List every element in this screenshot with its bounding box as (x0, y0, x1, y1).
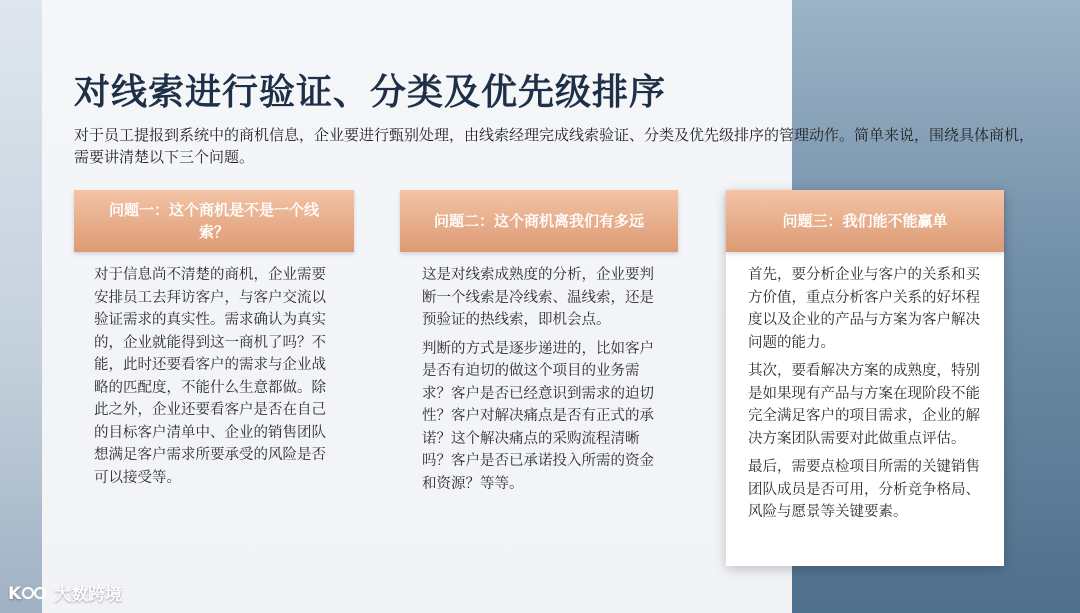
slide-title: 对线索进行验证、分类及优先级排序 (74, 72, 667, 113)
question-one-column (74, 190, 354, 495)
question-three-paragraph-2: 其次，要看解决方案的成熟度，特别是如果现有产品与方案在现阶段不能完全满足客户的项目需求，企业的解决方案团队需要对此做重点评估。 (748, 363, 980, 447)
question-three-column (726, 190, 1004, 530)
question-two-column (400, 190, 678, 501)
svg-text:K: K (8, 583, 22, 604)
question-two-paragraph-1: 这是对线索成熟度的分析，企业要判断一个线索是冷线索、温线索，还是预验证的热线索，即机会点。 (422, 267, 654, 328)
question-two-heading: 问题二：这个商机离我们有多远 (400, 190, 678, 252)
left-background-strip (0, 0, 42, 613)
question-three-paragraph-3: 最后，需要点检项目所需的关键销售团队成员是否可用，分析竞争格局、风险与愿景等关键要素。 (748, 459, 980, 520)
question-three-paragraph-1: 首先，要分析企业与客户的关系和买方价值，重点分析客户关系的好坏程度以及企业的产品与方案为客户解决问题的能力。 (748, 267, 980, 351)
kd-logo-icon (8, 582, 48, 604)
question-two-paragraph-2: 判断的方式是逐步递进的，比如客户是否有迫切的做这个项目的业务需求？客户是否已经意识到需求的迫切性？客户对解决痛点是否有正式的承诺？这个解决痛点的采购流程清晰吗？客户是否已承诺投入所需的资金和资源？等等。 (422, 340, 654, 492)
watermark-text: 大数跨境 (54, 585, 122, 605)
question-two-body (400, 252, 678, 495)
question-one-paragraph-1: 对于信息尚不清楚的商机，企业需要安排员工去拜访客户，与客户交流以验证需求的真实性。需求确认为真实的，企业就能得到这一商机了吗？不能，此时还要看客户的需求与企业战略的匹配度，不能什么生意都做。除此之外，企业还要看客户是否在自己的目标客户清单中、企业的销售团队想满足客户需求所要承受的风险是否可以接受等。 (94, 267, 326, 486)
question-three-heading: 问题三：我们能不能赢单 (726, 190, 1004, 252)
question-one-body (74, 252, 354, 489)
question-three-body (726, 252, 1004, 524)
intro-paragraph: 对于员工提报到系统中的商机信息，企业要进行甄别处理，由线索经理完成线索验证、分类及优先级排序的管理动作。简单来说，围绕具体商机，需要讲清楚以下三个问题。 (74, 126, 1035, 166)
question-one-heading: 问题一：这个商机是不是一个线索？ (74, 190, 354, 252)
watermark-logo (8, 580, 122, 605)
